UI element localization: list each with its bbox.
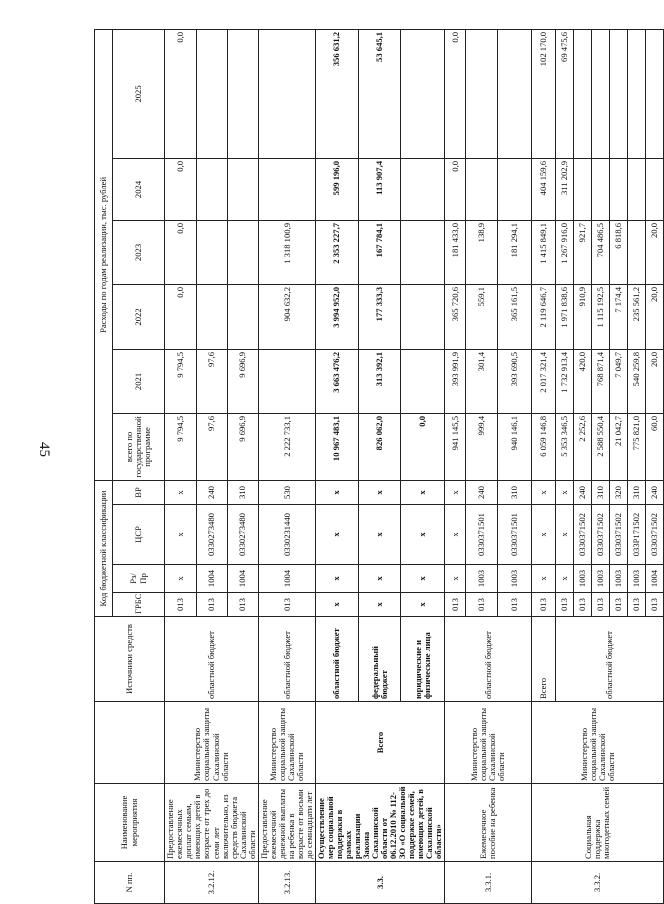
cell-grbs: 013 xyxy=(165,593,197,617)
funding-source: Всего xyxy=(532,617,556,702)
cell-vr: 310 xyxy=(628,480,646,504)
cell-vr: x xyxy=(556,480,574,504)
cell-2021: 420,0 xyxy=(574,349,592,413)
cell-grbs: x xyxy=(316,593,359,617)
cell-csr: x xyxy=(556,505,574,565)
cell-2022: 365 720,6 xyxy=(445,284,466,349)
cell-rzpr: 1003 xyxy=(592,565,610,593)
row-number: 3.2.12. xyxy=(165,862,259,904)
row-number: 3.2.13. xyxy=(259,862,316,904)
cell-rzpr: 1004 xyxy=(646,565,664,593)
cell-2021: 9 696,9 xyxy=(228,349,259,413)
cell-csr: 0330273480 xyxy=(228,505,259,565)
cell-vr: x xyxy=(401,480,445,504)
cell-2021: 768 871,4 xyxy=(592,349,610,413)
cell-2022: 7 174,4 xyxy=(610,284,628,349)
cell-rzpr: 1004 xyxy=(197,565,228,593)
cell-rzpr: x xyxy=(556,565,574,593)
cell-2024: 404 159,6 xyxy=(532,158,556,220)
cell-2024: 0,0 xyxy=(165,158,197,220)
cell-csr: 0330371502 xyxy=(574,505,592,565)
header-2023: 2023 xyxy=(113,220,165,284)
header-vr: ВР xyxy=(113,480,165,504)
header-2024: 2024 xyxy=(113,158,165,220)
cell-rzpr: 1004 xyxy=(228,565,259,593)
cell-rzpr: 1004 xyxy=(259,565,316,593)
cell-total: 775 821,0 xyxy=(628,413,646,480)
cell-2025: 69 475,6 xyxy=(556,29,574,158)
cell-grbs: 013 xyxy=(445,593,466,617)
cell-2021: 9 794,5 xyxy=(165,349,197,413)
cell-grbs: 013 xyxy=(610,593,628,617)
cell-rzpr: 1003 xyxy=(610,565,628,593)
row-number: 3.3.1. xyxy=(445,862,532,904)
funding-source: областной бюджет xyxy=(165,617,259,702)
header-2022: 2022 xyxy=(113,284,165,349)
page-number: 45 xyxy=(36,442,52,457)
header-2025: 2025 xyxy=(113,29,165,158)
cell-2023: 20,0 xyxy=(646,220,664,284)
cell-rzpr: x xyxy=(445,565,466,593)
cell-2023: 1 267 916,0 xyxy=(556,220,574,284)
cell-vr: 530 xyxy=(259,480,316,504)
row-number: 3.3.2. xyxy=(532,862,664,904)
funding-source: федеральный бюджет xyxy=(358,617,401,702)
header-source: Источники средств xyxy=(95,617,165,702)
measure-name: Осуществление мер социальной поддержки в рамках реализации Закона Сахалинской области от 06.12.2010 № 112-ЗО «О социальной поддержке семей, имеющих детей, в Сахалинской области» xyxy=(316,784,445,862)
cell-grbs: x xyxy=(401,593,445,617)
cell-grbs: 013 xyxy=(466,593,498,617)
funding-source: областной бюджет xyxy=(316,617,359,702)
cell-rzpr: x xyxy=(165,565,197,593)
cell-csr: x xyxy=(316,505,359,565)
header-grbs: ГРБС xyxy=(113,593,165,617)
header-name: Наименование мероприятия xyxy=(95,784,165,862)
cell-vr: 240 xyxy=(574,480,592,504)
header-2021: 2021 xyxy=(113,349,165,413)
cell-2021: 313 392,1 xyxy=(358,349,401,413)
funding-source: областной бюджет xyxy=(259,617,316,702)
header-executor xyxy=(95,702,165,784)
cell-2021: 393 991,9 xyxy=(445,349,466,413)
funding-source: областной бюджет xyxy=(556,617,664,702)
table-row xyxy=(165,29,197,903)
cell-total: 5 353 346,5 xyxy=(556,413,574,480)
measure-name: Социальная поддержка многодетных семей xyxy=(532,784,664,862)
cell-2023: 2 353 227,7 xyxy=(316,220,359,284)
cell-vr: 310 xyxy=(498,480,532,504)
cell-2021: 7 049,7 xyxy=(610,349,628,413)
cell-vr: 310 xyxy=(228,480,259,504)
cell-total: 6 059 146,8 xyxy=(532,413,556,480)
cell-csr: 0330371501 xyxy=(466,505,498,565)
cell-vr: 320 xyxy=(610,480,628,504)
cell-2022: 559,1 xyxy=(466,284,498,349)
cell-total: 941 145,5 xyxy=(445,413,466,480)
cell-total: 940 146,1 xyxy=(498,413,532,480)
cell-2023: 921,7 xyxy=(574,220,592,284)
header-rzpr: Рз/ Пр xyxy=(113,565,165,593)
cell-total: 826 062,0 xyxy=(358,413,401,480)
cell-vr: 310 xyxy=(592,480,610,504)
cell-rzpr: x xyxy=(532,565,556,593)
cell-2022: 1 115 192,5 xyxy=(592,284,610,349)
cell-csr: 0330371502 xyxy=(646,505,664,565)
cell-2024: 599 196,0 xyxy=(316,158,359,220)
cell-rzpr: 1003 xyxy=(628,565,646,593)
cell-grbs: 013 xyxy=(574,593,592,617)
cell-csr: x xyxy=(532,505,556,565)
cell-total: 2 588 550,4 xyxy=(592,413,610,480)
cell-grbs: 013 xyxy=(228,593,259,617)
cell-vr: x xyxy=(445,480,466,504)
cell-2021: 393 690,5 xyxy=(498,349,532,413)
cell-vr: x xyxy=(316,480,359,504)
cell-vr: x xyxy=(532,480,556,504)
cell-rzpr: 1003 xyxy=(466,565,498,593)
measure-name: Предоставление ежемесячной денежной выплаты на ребенка в возрасте от восьми до семнадцати лет xyxy=(259,784,316,862)
cell-grbs: 013 xyxy=(556,593,574,617)
cell-2024: 0,0 xyxy=(445,158,466,220)
cell-2022: 177 333,3 xyxy=(358,284,401,349)
cell-csr: 0330231440 xyxy=(259,505,316,565)
cell-vr: 240 xyxy=(646,480,664,504)
cell-2021: 1 732 913,4 xyxy=(556,349,574,413)
cell-csr: 033P171502 xyxy=(628,505,646,565)
cell-total: 2 222 733,1 xyxy=(259,413,316,480)
cell-csr: x xyxy=(358,505,401,565)
funding-source: областной бюджет xyxy=(445,617,532,702)
cell-rzpr: 1003 xyxy=(498,565,532,593)
cell-total: 0,0 xyxy=(401,413,445,480)
cell-grbs: x xyxy=(358,593,401,617)
cell-2022: 910,9 xyxy=(574,284,592,349)
row-number: 3.3. xyxy=(316,862,445,904)
cell-total: 60,0 xyxy=(646,413,664,480)
cell-2024: 113 907,4 xyxy=(358,158,401,220)
cell-2021: 97,6 xyxy=(197,349,228,413)
rotated-table-wrapper xyxy=(94,30,660,904)
cell-rzpr: x xyxy=(401,565,445,593)
executor: Министерство социальной защиты Сахалинской области xyxy=(445,702,532,784)
cell-grbs: 013 xyxy=(646,593,664,617)
cell-2021: 3 663 476,2 xyxy=(316,349,359,413)
cell-csr: x xyxy=(401,505,445,565)
cell-2021: 540 259,8 xyxy=(628,349,646,413)
cell-2025: 0,0 xyxy=(165,29,197,158)
cell-csr: 0330371502 xyxy=(592,505,610,565)
cell-2021: 301,4 xyxy=(466,349,498,413)
cell-vr: x xyxy=(165,480,197,504)
cell-2023: 181 433,0 xyxy=(445,220,466,284)
cell-2022: 1 971 838,6 xyxy=(556,284,574,349)
cell-2022: 235 561,2 xyxy=(628,284,646,349)
cell-2022: 3 994 952,0 xyxy=(316,284,359,349)
table-row xyxy=(445,29,466,903)
header-bk-group: Код бюджетной классификации xyxy=(95,480,113,616)
cell-2023: 1 415 849,1 xyxy=(532,220,556,284)
measure-name: Ежемесячное пособие на ребенка xyxy=(445,784,532,862)
cell-2025: 0,0 xyxy=(445,29,466,158)
header-total: всего по государственной программе xyxy=(113,413,165,480)
budget-table xyxy=(94,29,664,904)
cell-total: 97,6 xyxy=(197,413,228,480)
cell-2023: 181 294,1 xyxy=(498,220,532,284)
cell-2021: 2 017 321,4 xyxy=(532,349,556,413)
cell-2023: 1 318 100,9 xyxy=(259,220,316,284)
cell-2023: 167 784,1 xyxy=(358,220,401,284)
executor: Министерство социальной защиты Сахалинской области xyxy=(165,702,259,784)
cell-2022: 904 632,2 xyxy=(259,284,316,349)
cell-2023: 6 818,6 xyxy=(610,220,628,284)
cell-vr: x xyxy=(358,480,401,504)
executor: Всего xyxy=(316,702,445,784)
cell-2022: 365 161,5 xyxy=(498,284,532,349)
funding-source: юридические и физические лица xyxy=(401,617,445,702)
table-row xyxy=(532,29,556,903)
cell-rzpr: x xyxy=(358,565,401,593)
cell-total: 9 794,5 xyxy=(165,413,197,480)
cell-csr: 0330273480 xyxy=(197,505,228,565)
cell-csr: x xyxy=(445,505,466,565)
cell-2023: 0,0 xyxy=(165,220,197,284)
cell-rzpr: x xyxy=(316,565,359,593)
cell-2025: 102 170,0 xyxy=(532,29,556,158)
cell-2025: 356 631,2 xyxy=(316,29,359,158)
executor: Министерство социальной защиты Сахалинской области xyxy=(532,702,664,784)
cell-csr: x xyxy=(165,505,197,565)
cell-2021: 20,0 xyxy=(646,349,664,413)
cell-total: 999,4 xyxy=(466,413,498,480)
cell-rzpr: 1003 xyxy=(574,565,592,593)
cell-vr: 240 xyxy=(466,480,498,504)
cell-2022: 20,0 xyxy=(646,284,664,349)
cell-total: 10 967 483,1 xyxy=(316,413,359,480)
cell-2023: 138,9 xyxy=(466,220,498,284)
executor: Министерство социальной защиты Сахалинской области xyxy=(259,702,316,784)
cell-grbs: 013 xyxy=(197,593,228,617)
cell-2025: 53 645,1 xyxy=(358,29,401,158)
table-row xyxy=(259,29,316,903)
cell-2024: 311 202,9 xyxy=(556,158,574,220)
cell-grbs: 013 xyxy=(628,593,646,617)
cell-total: 2 252,6 xyxy=(574,413,592,480)
header-n: N пп. xyxy=(95,862,165,904)
cell-2023: 704 486,5 xyxy=(592,220,610,284)
header-csr: ЦСР xyxy=(113,505,165,565)
header-spend-group: Расходы по годам реализации, тыс. рублей xyxy=(95,29,113,480)
cell-grbs: 013 xyxy=(259,593,316,617)
cell-vr: 240 xyxy=(197,480,228,504)
cell-2022: 0,0 xyxy=(165,284,197,349)
cell-grbs: 013 xyxy=(592,593,610,617)
cell-total: 9 696,9 xyxy=(228,413,259,480)
cell-grbs: 013 xyxy=(532,593,556,617)
cell-total: 21 042,7 xyxy=(610,413,628,480)
cell-csr: 0330371501 xyxy=(498,505,532,565)
measure-name: Предоставление ежемесячных доплат семьям, имеющих детей в возрасте от трех до семи лет включительно, из средств бюджета Сахалинской области xyxy=(165,784,259,862)
table-row xyxy=(316,29,359,903)
cell-csr: 0330371502 xyxy=(610,505,628,565)
cell-grbs: 013 xyxy=(498,593,532,617)
cell-2022: 2 119 646,7 xyxy=(532,284,556,349)
